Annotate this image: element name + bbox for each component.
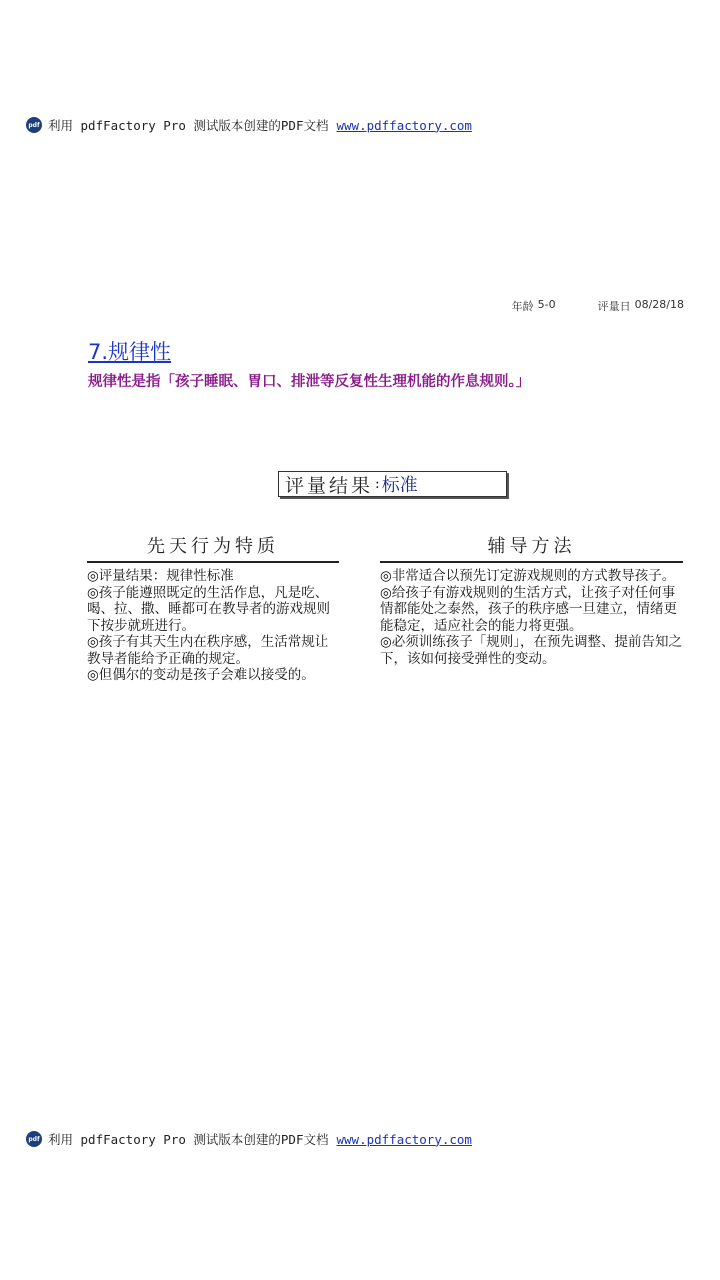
traits-item: ◎孩子有其天生内在秩序感，生活常规让教导者能给予正确的规定。 [87, 634, 329, 667]
section-definition: 规律性是指「孩子睡眠、胃口、排泄等反复性生理机能的作息规则。」 [88, 374, 531, 390]
traits-item: ◎评量结果：规律性标准 [87, 568, 234, 584]
assessment-meta [512, 298, 684, 314]
result-colon: : [375, 476, 380, 492]
result-value: 标准 [381, 475, 418, 496]
traits-item: ◎但偶尔的变动是孩子会难以接受的。 [87, 667, 315, 683]
age-label: 年龄 [511, 300, 534, 313]
result-box [278, 471, 507, 497]
guidance-column [380, 532, 683, 667]
pdf-logo-icon: pdf [26, 1131, 42, 1147]
banner-text: 利用 pdfFactory Pro 测试版本创建的PDF文档 [48, 118, 329, 133]
banner-text: 利用 pdfFactory Pro 测试版本创建的PDF文档 [48, 1132, 329, 1147]
traits-column [87, 532, 339, 684]
guidance-list [380, 568, 683, 667]
date-value: 08/28/18 [634, 298, 684, 311]
traits-item: ◎孩子能遵照既定的生活作息，凡是吃、喝、拉、撒、睡都可在教导者的游戏规则下按步就班进行。 [87, 584, 330, 634]
traits-list [87, 568, 339, 684]
age-value: 5-0 [537, 298, 556, 311]
date-label: 评量日 [597, 300, 631, 313]
result-label: 评量结果 [285, 474, 374, 497]
pdffactory-banner-top [26, 116, 472, 134]
guidance-item: ◎给孩子有游戏规则的生活方式，让孩子对任何事情都能处之泰然，孩子的秩序感一旦建立，情绪更能稳定，适应社会的能力将更强。 [380, 584, 677, 634]
banner-link[interactable]: www.pdffactory.com [336, 117, 472, 133]
banner-link[interactable]: www.pdffactory.com [336, 1131, 472, 1147]
pdffactory-banner-bottom [26, 1130, 472, 1148]
guidance-item: ◎必须训练孩子「规则」，在预先调整、提前告知之下，该如何接受弹性的变动。 [380, 634, 683, 667]
pdf-logo-icon: pdf [26, 117, 42, 133]
guidance-title: 辅导方法 [380, 532, 683, 563]
guidance-item: ◎非常适合以预先订定游戏规则的方式教导孩子。 [380, 568, 676, 584]
traits-title: 先天行为特质 [87, 532, 339, 563]
section-heading: 7.规律性 [88, 340, 172, 364]
